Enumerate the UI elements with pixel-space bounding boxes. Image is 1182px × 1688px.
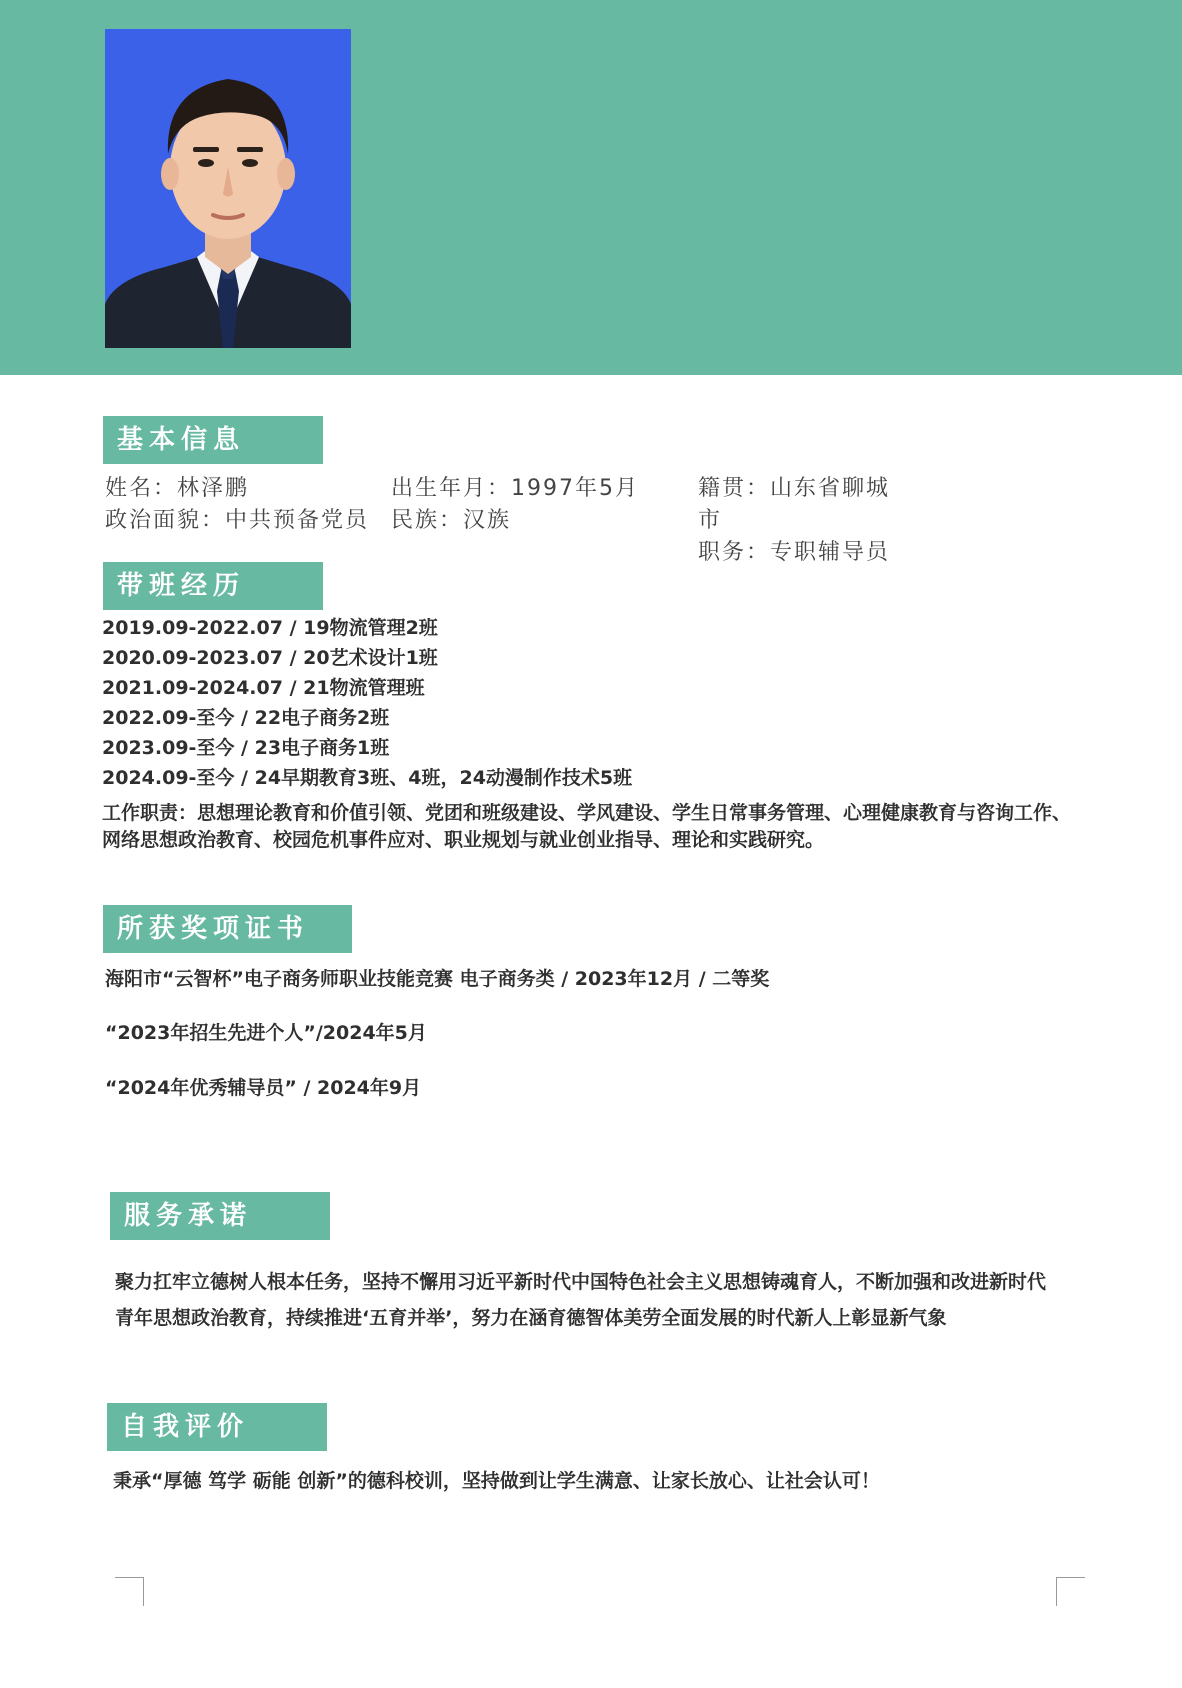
promise-text: 聚力扛牢立德树人根本任务，坚持不懈用习近平新时代中国特色社会主义思想铸魂育人，不断加强和改进新时代青年思想政治教育，持续推进‘五育并举’，努力在涵育德智体美劳全面发展的时代新人上彰显新气象	[115, 1271, 1047, 1329]
info-name-label: 姓名：	[105, 476, 178, 501]
info-birth-value: 1997年5月	[511, 476, 640, 501]
class-duties: 工作职责：思想理论教育和价值引领、党团和班级建设、学风建设、学生日常事务管理、心理健康教育与咨询工作、网络思想政治教育、校园危机事件应对、职业规划与就业创业指导、理论和实践研究。	[102, 802, 1072, 851]
info-ethnic	[391, 505, 671, 537]
award-item: 海阳市“云智杯”电子商务师职业技能竞赛 电子商务类 / 2023年12月 / 二等奖	[105, 968, 770, 990]
class-item: 2020.09-2023.07 / 20艺术设计1班	[102, 647, 438, 669]
info-name-value: 林泽鹏	[177, 476, 250, 501]
class-item: 2022.09-至今 / 22电子商务2班	[102, 707, 390, 729]
info-job-label: 职务：	[698, 540, 771, 565]
info-origin	[698, 473, 913, 537]
class-item: 2021.09-2024.07 / 21物流管理班	[102, 677, 425, 699]
info-ethnic-value: 汉族	[463, 508, 512, 533]
class-item: 2024.09-至今 / 24早期教育3班、4班，24动漫制作技术5班	[102, 767, 633, 789]
info-birth-label: 出生年月：	[391, 476, 512, 501]
class-item: 2019.09-2022.07 / 19物流管理2班	[102, 617, 438, 639]
info-politics-value: 中共预备党员	[225, 508, 370, 533]
award-item: “2024年优秀辅导员” / 2024年9月	[105, 1077, 422, 1099]
self-eval-text: 秉承“厚德 笃学 砺能 创新”的德科校训，坚持做到让学生满意、让家长放心、让社会认可！	[113, 1470, 880, 1492]
info-job	[698, 537, 978, 569]
page-corner-mark-left	[115, 1577, 144, 1606]
section-awards-title: 所获奖项证书	[103, 905, 352, 953]
section-self-eval-title: 自我评价	[107, 1403, 327, 1451]
info-politics	[105, 505, 385, 537]
info-job-value: 专职辅导员	[770, 540, 891, 565]
profile-photo	[105, 29, 351, 348]
award-item: “2023年招生先进个人”/2024年5月	[105, 1022, 427, 1044]
class-item: 2023.09-至今 / 23电子商务1班	[102, 737, 390, 759]
info-birth	[391, 473, 671, 505]
info-origin-value: 山东省聊城市	[698, 476, 891, 533]
section-classes-title: 带班经历	[103, 562, 323, 610]
info-name	[105, 473, 385, 505]
section-promise-title: 服务承诺	[110, 1192, 330, 1240]
section-basic-info-title: 基本信息	[103, 416, 323, 464]
info-politics-label: 政治面貌：	[105, 508, 226, 533]
page-corner-mark-right	[1056, 1577, 1085, 1606]
info-origin-label: 籍贯：	[698, 476, 771, 501]
info-ethnic-label: 民族：	[391, 508, 464, 533]
